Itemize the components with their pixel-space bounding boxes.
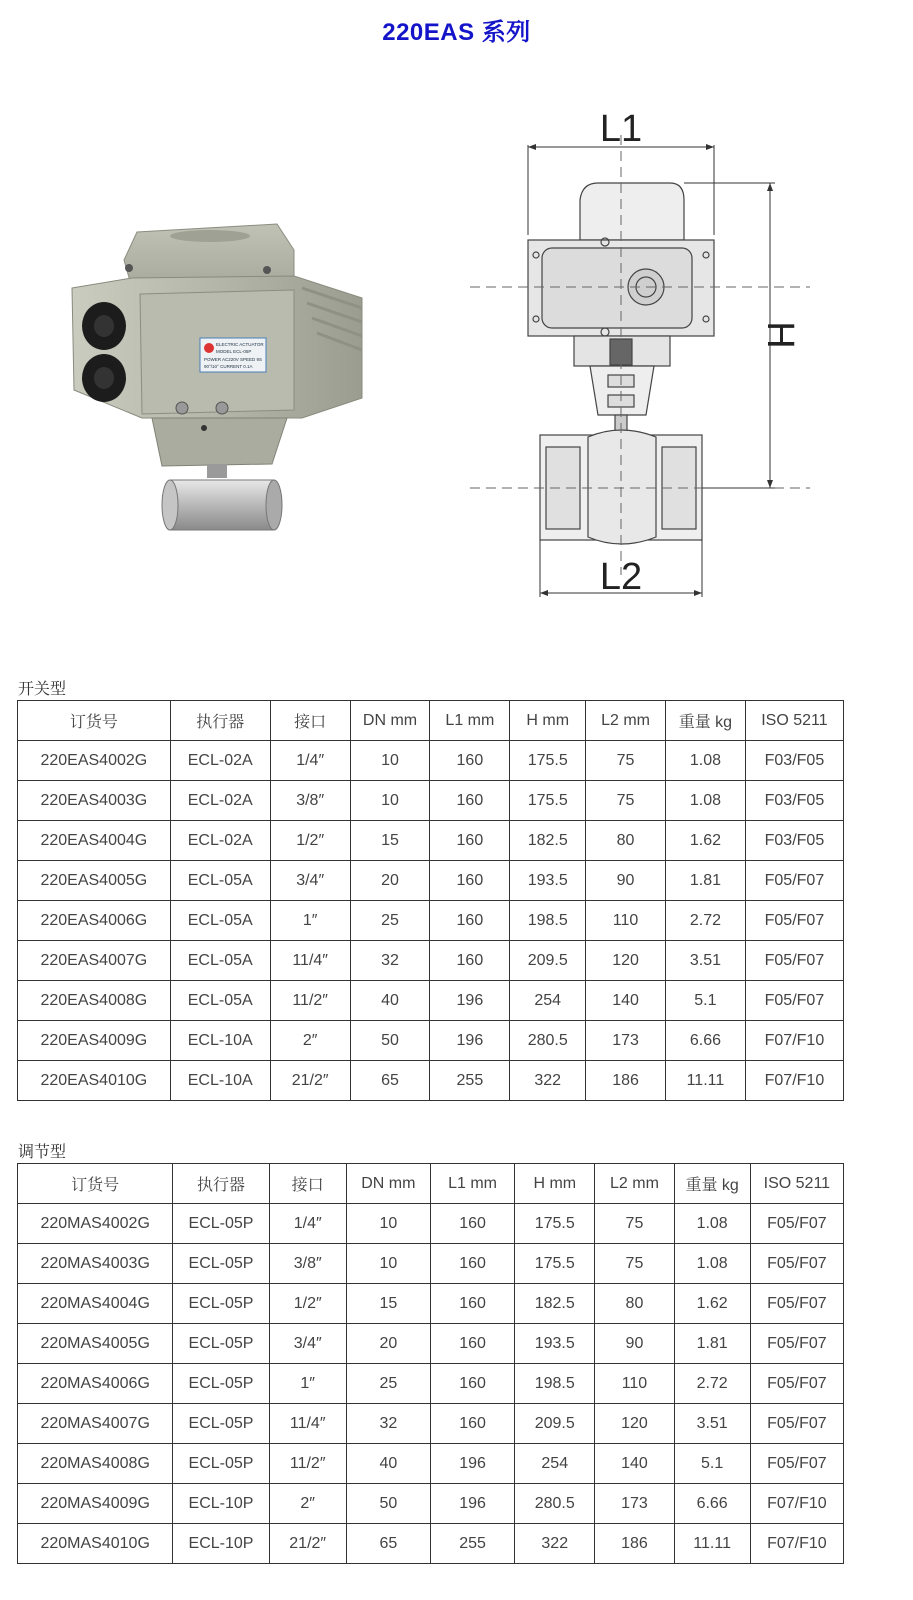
table-header-row — [18, 701, 844, 741]
table-cell: 209.5 — [515, 1404, 595, 1444]
table-cell: F05/F07 — [750, 1204, 843, 1244]
column-header: L2 mm — [586, 701, 666, 741]
table-cell: 110 — [586, 901, 666, 941]
table-cell: 75 — [586, 781, 666, 821]
table-cell: F03/F05 — [745, 781, 843, 821]
table-cell: ECL-10P — [173, 1484, 269, 1524]
table-cell: 160 — [430, 781, 510, 821]
table-cell: 209.5 — [510, 941, 586, 981]
table-cell: 2.72 — [665, 901, 745, 941]
table-cell: 220EAS4004G — [18, 821, 171, 861]
table-cell: 220EAS4007G — [18, 941, 171, 981]
table-cell: F05/F07 — [750, 1404, 843, 1444]
table-cell: 20 — [350, 861, 430, 901]
table-header-row — [18, 1164, 844, 1204]
table-cell: 75 — [586, 741, 666, 781]
table-cell: 32 — [346, 1404, 430, 1444]
table-cell: 40 — [350, 981, 430, 1021]
table-cell: 193.5 — [515, 1324, 595, 1364]
table-cell: 11.11 — [674, 1524, 750, 1564]
table-cell: 186 — [595, 1524, 674, 1564]
section-title-switch-type: 开关型 — [18, 681, 67, 698]
table-cell: 6.66 — [674, 1484, 750, 1524]
l2-label: L2 — [599, 556, 643, 598]
table-cell: 1.08 — [674, 1204, 750, 1244]
column-header: L1 mm — [430, 1164, 514, 1204]
table-cell: 15 — [350, 821, 430, 861]
table-cell: F07/F10 — [745, 1061, 843, 1101]
table-cell: ECL-10P — [173, 1524, 269, 1564]
table-cell: ECL-05P — [173, 1364, 269, 1404]
table-cell: 3/8″ — [270, 781, 350, 821]
table-cell: 173 — [595, 1484, 674, 1524]
table-cell: 21/2″ — [270, 1061, 350, 1101]
table-cell: ECL-05P — [173, 1204, 269, 1244]
column-header: 执行器 — [170, 701, 270, 741]
section-title-modulating-type: 调节型 — [18, 1144, 67, 1161]
dimension-drawing — [470, 105, 850, 625]
table-cell: 160 — [430, 821, 510, 861]
table-cell: 3.51 — [674, 1404, 750, 1444]
table-cell: 11/2″ — [270, 981, 350, 1021]
table-row — [18, 821, 844, 861]
table-cell: 196 — [430, 1444, 514, 1484]
column-header: 重量 kg — [665, 701, 745, 741]
table-cell: ECL-02A — [170, 821, 270, 861]
table-cell: 50 — [350, 1021, 430, 1061]
table-cell: ECL-05P — [173, 1284, 269, 1324]
table-cell: 3/8″ — [269, 1244, 346, 1284]
table-cell: 11.11 — [665, 1061, 745, 1101]
plate-line-4: 90°/10° CURRENT 0.1A — [204, 364, 253, 369]
table-cell: 160 — [430, 1324, 514, 1364]
table-cell: 75 — [595, 1204, 674, 1244]
table-cell: F07/F10 — [750, 1524, 843, 1564]
table-cell: F05/F07 — [750, 1284, 843, 1324]
table-cell: F05/F07 — [750, 1244, 843, 1284]
table-cell: 255 — [430, 1061, 510, 1101]
table-cell: 140 — [595, 1444, 674, 1484]
table-cell: 182.5 — [515, 1284, 595, 1324]
table-cell: 75 — [595, 1244, 674, 1284]
table-cell: 280.5 — [510, 1021, 586, 1061]
table-cell: 220EAS4005G — [18, 861, 171, 901]
table-cell: 186 — [586, 1061, 666, 1101]
table-cell: 3/4″ — [270, 861, 350, 901]
table-cell: 32 — [350, 941, 430, 981]
spec-table-switch-type — [17, 700, 844, 1101]
table-cell: 220MAS4005G — [18, 1324, 173, 1364]
table-cell: 160 — [430, 741, 510, 781]
table-cell: 196 — [430, 1484, 514, 1524]
table-row — [18, 1204, 844, 1244]
table-cell: 254 — [515, 1444, 595, 1484]
column-header: 重量 kg — [674, 1164, 750, 1204]
table-cell: 220MAS4002G — [18, 1204, 173, 1244]
table-cell: ECL-02A — [170, 781, 270, 821]
column-header: 接口 — [269, 1164, 346, 1204]
column-header: DN mm — [350, 701, 430, 741]
table-row — [18, 741, 844, 781]
table-cell: 173 — [586, 1021, 666, 1061]
table-row — [18, 861, 844, 901]
table-cell: 322 — [515, 1524, 595, 1564]
table-cell: 5.1 — [674, 1444, 750, 1484]
table-cell: 254 — [510, 981, 586, 1021]
h-label: H — [759, 321, 801, 349]
table-cell: F03/F05 — [745, 821, 843, 861]
table-cell: 11/2″ — [269, 1444, 346, 1484]
table-cell: 175.5 — [515, 1244, 595, 1284]
table-cell: 50 — [346, 1484, 430, 1524]
table-cell: 1.81 — [665, 861, 745, 901]
table-cell: 80 — [586, 821, 666, 861]
table-cell: 175.5 — [510, 781, 586, 821]
table-cell: 220MAS4006G — [18, 1364, 173, 1404]
table-cell: 21/2″ — [269, 1524, 346, 1564]
table-cell: 120 — [586, 941, 666, 981]
table-cell: 1.81 — [674, 1324, 750, 1364]
column-header: 执行器 — [173, 1164, 269, 1204]
table-cell: 10 — [346, 1244, 430, 1284]
table-cell: 2″ — [269, 1484, 346, 1524]
table-cell: 220EAS4010G — [18, 1061, 171, 1101]
table-cell: 110 — [595, 1364, 674, 1404]
table-cell: 1/4″ — [270, 741, 350, 781]
column-header: L1 mm — [430, 701, 510, 741]
table-cell: F05/F07 — [750, 1324, 843, 1364]
table-cell: 1.08 — [674, 1244, 750, 1284]
table-cell: ECL-05A — [170, 901, 270, 941]
table-cell: 220EAS4003G — [18, 781, 171, 821]
column-header: DN mm — [346, 1164, 430, 1204]
table-cell: 11/4″ — [269, 1404, 346, 1444]
table-cell: ECL-10A — [170, 1061, 270, 1101]
product-photo — [62, 218, 382, 558]
table-cell: ECL-05A — [170, 981, 270, 1021]
page-title: 220EAS 系列 — [382, 19, 531, 46]
table-cell: 20 — [346, 1324, 430, 1364]
table-cell: 25 — [346, 1364, 430, 1404]
table-cell: 1/2″ — [270, 821, 350, 861]
table-row — [18, 1244, 844, 1284]
table-cell: 160 — [430, 1284, 514, 1324]
table-cell: 220MAS4004G — [18, 1284, 173, 1324]
table-cell: 220EAS4002G — [18, 741, 171, 781]
spec-table-modulating-type — [17, 1163, 844, 1564]
column-header: 订货号 — [18, 701, 171, 741]
table-cell: 220MAS4008G — [18, 1444, 173, 1484]
table-cell: 1.62 — [665, 821, 745, 861]
table-cell: 220EAS4008G — [18, 981, 171, 1021]
table-row — [18, 1404, 844, 1444]
table-row — [18, 781, 844, 821]
table-cell: 1.08 — [665, 781, 745, 821]
table-cell: 1″ — [269, 1364, 346, 1404]
table-cell: ECL-10A — [170, 1021, 270, 1061]
table-cell: 220MAS4009G — [18, 1484, 173, 1524]
table-cell: 3/4″ — [269, 1324, 346, 1364]
table-cell: 160 — [430, 1244, 514, 1284]
table-cell: 160 — [430, 941, 510, 981]
table-cell: 10 — [350, 781, 430, 821]
table-cell: 140 — [586, 981, 666, 1021]
column-header: 订货号 — [18, 1164, 173, 1204]
table-cell: 220EAS4009G — [18, 1021, 171, 1061]
plate-line-2: MODEL ECL-05P — [216, 349, 252, 354]
table-cell: 160 — [430, 1404, 514, 1444]
column-header: ISO 5211 — [745, 701, 843, 741]
table-cell: 160 — [430, 1364, 514, 1404]
table-cell: 10 — [346, 1204, 430, 1244]
table-row — [18, 901, 844, 941]
table-cell: 160 — [430, 861, 510, 901]
table-cell: 5.1 — [665, 981, 745, 1021]
table-cell: 6.66 — [665, 1021, 745, 1061]
table-cell: 220MAS4010G — [18, 1524, 173, 1564]
table-cell: F05/F07 — [745, 981, 843, 1021]
table-row — [18, 1284, 844, 1324]
plate-line-1: ELECTRIC ACTUATOR — [216, 342, 264, 347]
table-row — [18, 1444, 844, 1484]
plate-line-3: POWER AC220V SPEED 9S — [204, 357, 263, 362]
table-cell: 175.5 — [510, 741, 586, 781]
table-cell: 160 — [430, 1204, 514, 1244]
table-cell: 198.5 — [510, 901, 586, 941]
table-cell: 65 — [350, 1061, 430, 1101]
table-cell: F05/F07 — [750, 1364, 843, 1404]
table-row — [18, 1524, 844, 1564]
table-cell: 2″ — [270, 1021, 350, 1061]
table-cell: 3.51 — [665, 941, 745, 981]
table-cell: 15 — [346, 1284, 430, 1324]
table-cell: F03/F05 — [745, 741, 843, 781]
table-cell: 11/4″ — [270, 941, 350, 981]
table-cell: 220MAS4003G — [18, 1244, 173, 1284]
table-cell: 10 — [350, 741, 430, 781]
table-cell: ECL-05A — [170, 941, 270, 981]
table-cell: 182.5 — [510, 821, 586, 861]
table-cell: 160 — [430, 901, 510, 941]
table-row — [18, 1484, 844, 1524]
table-cell: 90 — [595, 1324, 674, 1364]
table-cell: 65 — [346, 1524, 430, 1564]
table-cell: 255 — [430, 1524, 514, 1564]
table-cell: 193.5 — [510, 861, 586, 901]
column-header: L2 mm — [595, 1164, 674, 1204]
table-cell: 196 — [430, 1021, 510, 1061]
table-cell: 120 — [595, 1404, 674, 1444]
table-cell: 220MAS4007G — [18, 1404, 173, 1444]
table-cell: ECL-02A — [170, 741, 270, 781]
table-row — [18, 941, 844, 981]
l1-label: L1 — [599, 108, 643, 150]
table-row — [18, 1324, 844, 1364]
table-cell: F07/F10 — [745, 1021, 843, 1061]
table-cell: ECL-05P — [173, 1404, 269, 1444]
table-cell: 322 — [510, 1061, 586, 1101]
table-cell: 2.72 — [674, 1364, 750, 1404]
table-cell: 175.5 — [515, 1204, 595, 1244]
table-cell: ECL-05P — [173, 1244, 269, 1284]
column-header: 接口 — [270, 701, 350, 741]
column-header: H mm — [515, 1164, 595, 1204]
table-cell: F05/F07 — [745, 861, 843, 901]
table-cell: F05/F07 — [745, 941, 843, 981]
table-cell: 1.62 — [674, 1284, 750, 1324]
table-cell: 25 — [350, 901, 430, 941]
table-row — [18, 1021, 844, 1061]
table-cell: 198.5 — [515, 1364, 595, 1404]
table-cell: F05/F07 — [750, 1444, 843, 1484]
column-header: H mm — [510, 701, 586, 741]
table-cell: F07/F10 — [750, 1484, 843, 1524]
table-cell: ECL-05P — [173, 1444, 269, 1484]
table-cell: 1/2″ — [269, 1284, 346, 1324]
table-cell: F05/F07 — [745, 901, 843, 941]
table-cell: 220EAS4006G — [18, 901, 171, 941]
table-cell: 90 — [586, 861, 666, 901]
table-cell: 1/4″ — [269, 1204, 346, 1244]
table-cell: ECL-05A — [170, 861, 270, 901]
table-cell: 280.5 — [515, 1484, 595, 1524]
table-row — [18, 1364, 844, 1404]
table-cell: 1.08 — [665, 741, 745, 781]
table-row — [18, 1061, 844, 1101]
column-header: ISO 5211 — [750, 1164, 843, 1204]
table-row — [18, 981, 844, 1021]
table-cell: 80 — [595, 1284, 674, 1324]
table-cell: 196 — [430, 981, 510, 1021]
table-cell: 40 — [346, 1444, 430, 1484]
table-cell: ECL-05P — [173, 1324, 269, 1364]
table-cell: 1″ — [270, 901, 350, 941]
